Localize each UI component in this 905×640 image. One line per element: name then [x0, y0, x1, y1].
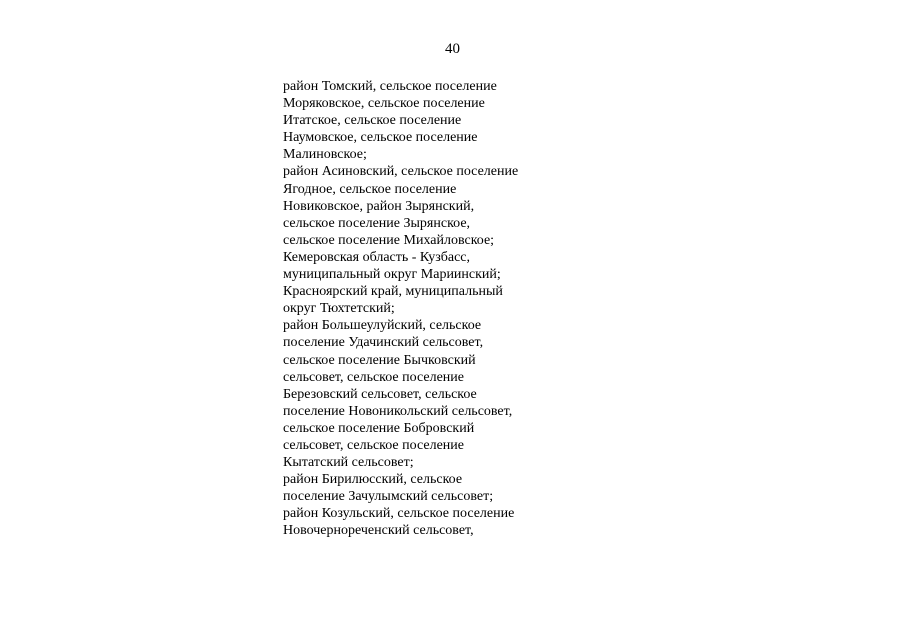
text-line: Ягодное, сельское поселение: [283, 181, 457, 197]
text-line: сельсовет, сельское поселение: [283, 437, 464, 453]
text-line: Кытатский сельсовет;: [283, 455, 414, 471]
text-line: Березовский сельсовет, сельское: [283, 386, 477, 402]
text-line: муниципальный округ Мариинский;: [283, 267, 501, 283]
text-line: район Большеулуйский, сельское: [283, 318, 482, 334]
text-line: сельское поселение Бобровский: [283, 420, 475, 436]
text-line: район Козульский, сельское поселение: [283, 506, 515, 522]
text-line: Итатское, сельское поселение: [283, 113, 462, 129]
text-line: поселение Удачинский сельсовет,: [283, 335, 484, 351]
body-text: [283, 78, 603, 540]
text-line: Кемеровская область - Кузбасс,: [283, 249, 471, 265]
text-line: район Асиновский, сельское поселение: [283, 164, 519, 180]
text-line: сельсовет, сельское поселение: [283, 369, 464, 385]
text-line: Новиковское, район Зырянский,: [283, 198, 475, 214]
text-line: Наумовское, сельское поселение: [283, 130, 478, 146]
text-line: Моряковское, сельское поселение: [283, 96, 485, 112]
text-line: район Томский, сельское поселение: [283, 79, 497, 94]
text-line: округ Тюхтетский;: [283, 301, 395, 317]
text-line: район Бирилюсский, сельское: [283, 472, 463, 488]
text-line: Малиновское;: [283, 147, 367, 163]
text-line: Красноярский край, муниципальный: [283, 284, 503, 300]
page-number: 40: [445, 41, 460, 57]
text-line: Новочернореченский сельсовет,: [283, 523, 474, 539]
text-line: поселение Новоникольский сельсовет,: [283, 403, 513, 419]
text-line: сельское поселение Михайловское;: [283, 232, 495, 248]
text-line: сельское поселение Зырянское,: [283, 215, 471, 231]
text-line: сельское поселение Бычковский: [283, 352, 476, 368]
text-line: поселение Зачулымский сельсовет;: [283, 489, 494, 505]
